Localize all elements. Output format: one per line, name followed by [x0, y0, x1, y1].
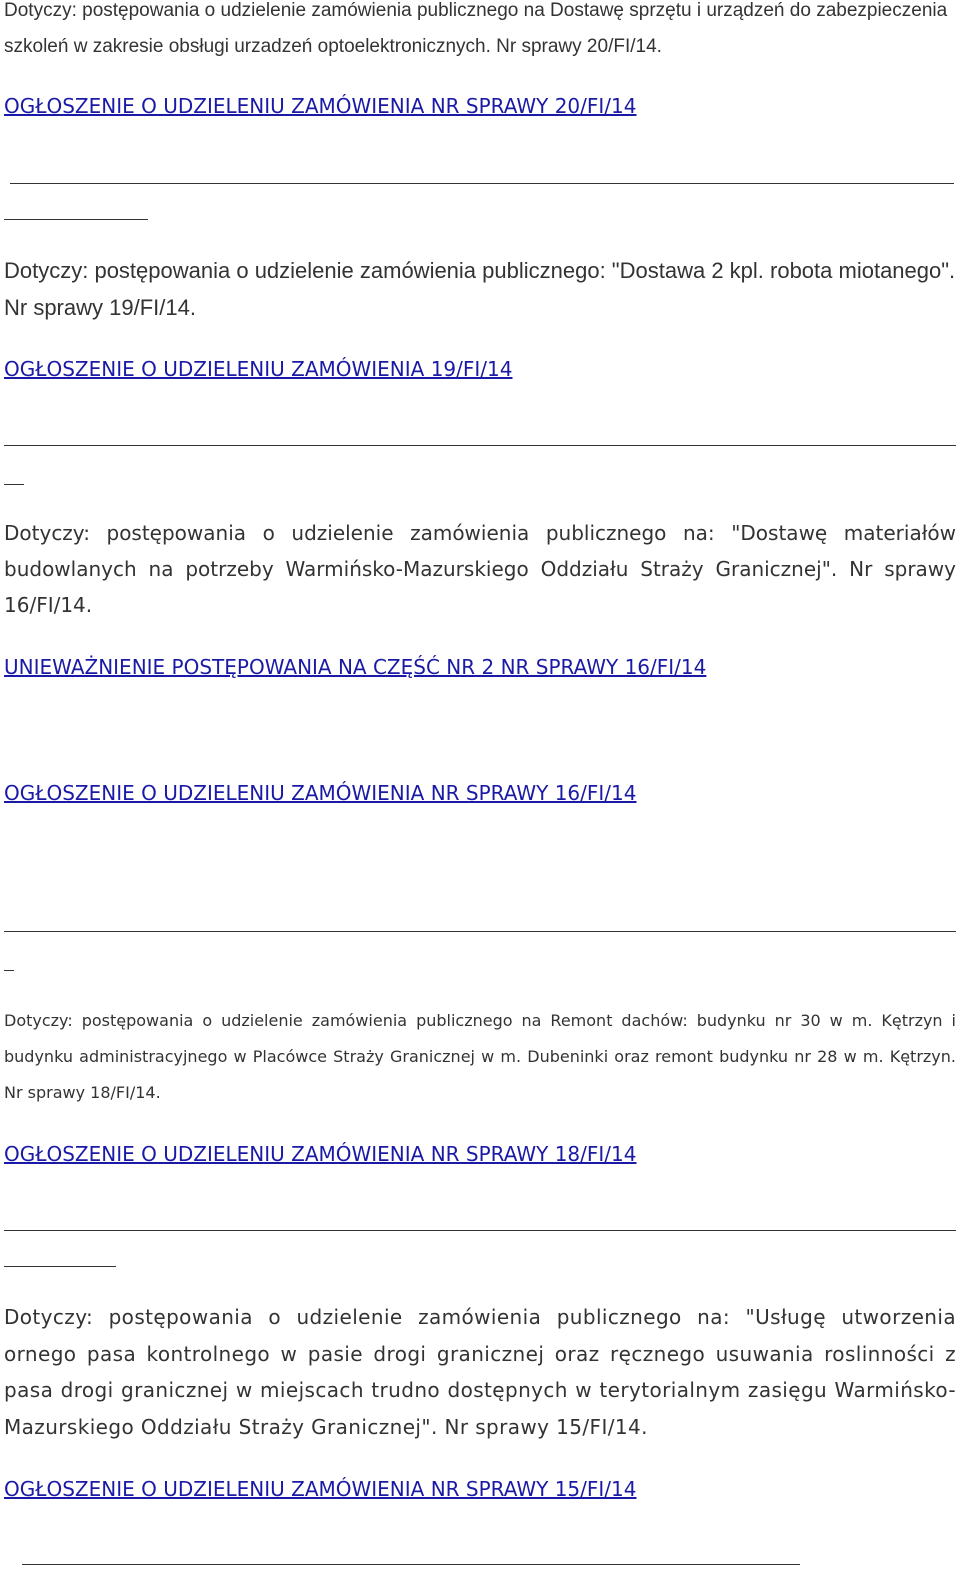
entry-link[interactable]: OGŁOSZENIE O UDZIELENIU ZAMÓWIENIA 19/FI/14	[4, 357, 513, 381]
separator-line	[4, 445, 956, 446]
entry-link[interactable]: UNIEWAŻNIENIE POSTĘPOWANIA NA CZĘŚĆ NR 2 NR SPRAWY 16/FI/14	[4, 655, 707, 679]
entry-link[interactable]: OGŁOSZENIE O UDZIELENIU ZAMÓWIENIA NR SPRAWY 15/FI/14	[4, 1477, 637, 1501]
separator-line	[4, 1266, 116, 1267]
separator-line	[4, 484, 24, 485]
entry-link[interactable]: OGŁOSZENIE O UDZIELENIU ZAMÓWIENIA NR SPRAWY 16/FI/14	[4, 781, 637, 805]
separator-line	[4, 931, 956, 932]
separator-line	[4, 1230, 956, 1231]
entry-description: Dotyczy: postępowania o udzielenie zamówienia publicznego: "Dostawa 2 kpl. robota miotanego". Nr sprawy 19/FI/14.	[4, 258, 956, 320]
entry-description: Dotyczy: postępowania o udzielenie zamówienia publicznego na: "Usługę utworzenia ornego pasa kontrolnego w pasie drogi granicznej oraz ręcznego usuwania roslinności z pasa drogi granicznej w miejscach trudno dostępnych w terytorialnym zasięgu Warmińsko-Mazurskiego Oddziału Straży Granicznej". Nr sprawy 15/FI/14.	[4, 1305, 956, 1439]
entry-description: Dotyczy: postępowania o udzielenie zamówienia publicznego na Dostawę sprzętu i urządzeń do zabezpieczenia szkoleń w zakresie obsługi urzadzeń optoelektronicznych. Nr sprawy 20/FI/14.	[4, 0, 948, 57]
separator-line	[22, 1564, 800, 1565]
separator-line	[4, 219, 148, 220]
separator-line	[10, 183, 954, 184]
separator-line	[4, 970, 14, 971]
entry-description: Dotyczy: postępowania o udzielenie zamówienia publicznego na Remont dachów: budynku nr 30 w m. Kętrzyn i budynku administracyjnego w Placówce Straży Granicznej w m. Dubeninki oraz remont budynku nr 28 w m. Kętrzyn. Nr sprawy 18/FI/14.	[4, 1011, 956, 1102]
entry-description: Dotyczy: postępowania o udzielenie zamówienia publicznego na: "Dostawę materiałów budowlanych na potrzeby Warmińsko-Mazurskiego Oddziału Straży Granicznej". Nr sprawy 16/FI/14.	[4, 521, 956, 617]
entry-link[interactable]: OGŁOSZENIE O UDZIELENIU ZAMÓWIENIA NR SPRAWY 18/FI/14	[4, 1142, 637, 1166]
entry-link[interactable]: OGŁOSZENIE O UDZIELENIU ZAMÓWIENIA NR SPRAWY 20/FI/14	[4, 94, 637, 118]
